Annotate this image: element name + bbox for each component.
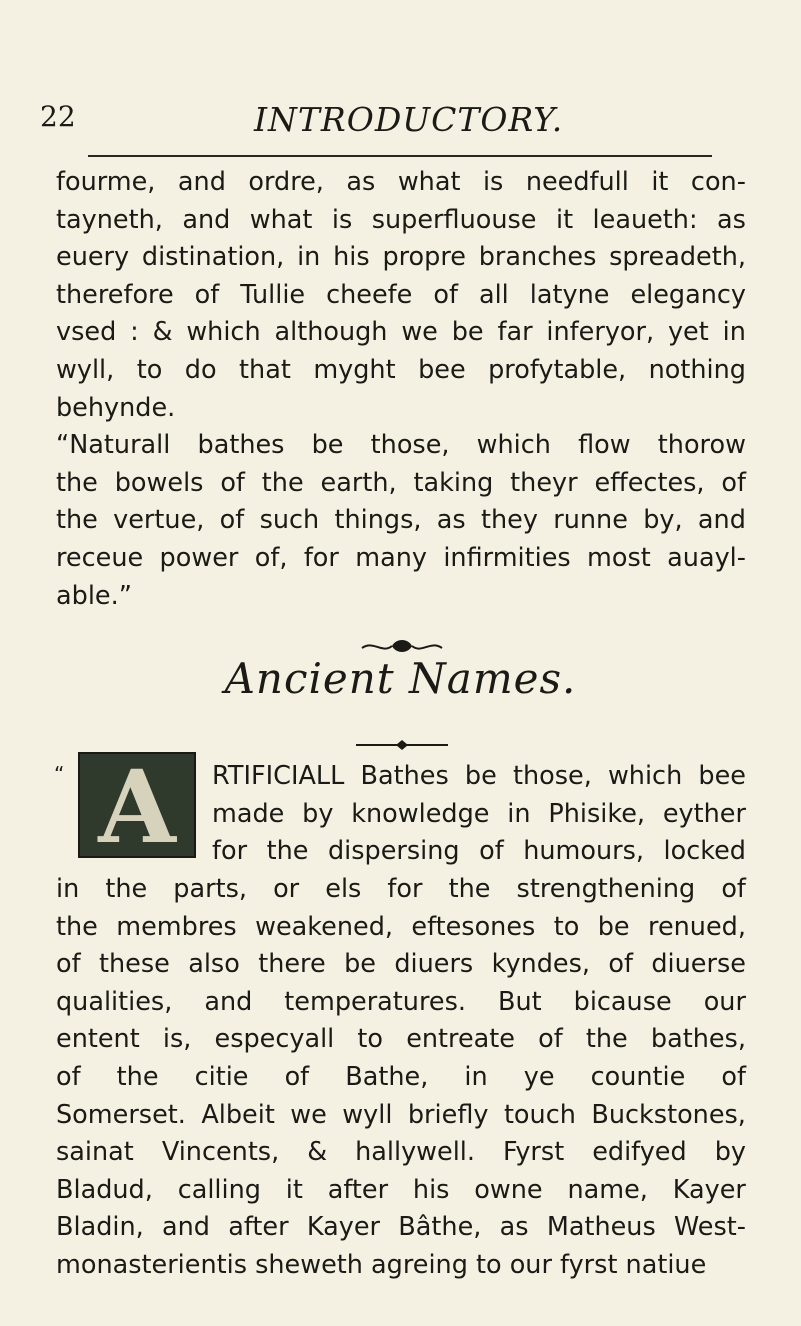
- section-title: Ancient Names.: [224, 654, 577, 703]
- text-line: in the parts, or els for the strengthening of: [56, 874, 746, 904]
- header-rule: [88, 155, 712, 157]
- page-header: [0, 100, 801, 146]
- decorated-initial: [78, 752, 196, 858]
- text-line: of these also there be diuers kyndes, of diuerse: [56, 949, 746, 980]
- text-line: made by knowledge in Phisike, eyther: [212, 798, 746, 829]
- page-number: 22: [40, 100, 76, 133]
- text-line: Somerset. Albeit we wyll briefly touch Buckstones,: [56, 1099, 746, 1130]
- decorated-initial-letter: A: [98, 752, 176, 858]
- text-line: Bladin, and after Kayer Bâthe, as Matheus West-: [56, 1212, 746, 1243]
- text-line: RTIFICIALL Bathes be those, which bee: [212, 761, 746, 791]
- text-line: Bladud, calling it after his owne name, Kayer: [56, 1174, 746, 1205]
- text-line: the bowels of the earth, taking theyr effectes, of: [56, 467, 746, 498]
- text-line: for the dispersing of humours, locked: [212, 836, 746, 867]
- text-line: the vertue, of such things, as they runne by, and: [56, 505, 746, 536]
- text-line: behynde.: [56, 392, 176, 423]
- text-line: of the citie of Bathe, in ye countie of: [56, 1061, 746, 1092]
- paragraph-1: [56, 164, 746, 615]
- paragraph-2: [56, 871, 746, 1285]
- text-line: able.”: [56, 580, 132, 611]
- title-rule: [356, 740, 448, 750]
- text-line: monasterientis sheweth agreing to our fyrst natiue: [56, 1249, 707, 1280]
- text-line: the membres weakened, eftesones to be renued,: [56, 911, 746, 942]
- text-line: qualities, and temperatures. But bicause our: [56, 986, 746, 1017]
- text-line: tayneth, and what is superfluouse it leaueth: as: [56, 204, 746, 235]
- opening-quote: “: [54, 762, 65, 786]
- running-title: INTRODUCTORY.: [254, 100, 564, 139]
- text-line: entent is, especyall to entreate of the bathes,: [56, 1024, 746, 1055]
- paragraph-2-indented: [212, 758, 746, 871]
- text-line: receue power of, for many infirmities most auayl-: [56, 542, 746, 573]
- text-line: “Naturall bathes be those, which flow thorow: [56, 430, 746, 461]
- text-line: vsed : & which although we be far inferyor, yet in: [56, 317, 746, 348]
- text-line: therefore of Tullie cheefe of all latyne elegancy: [56, 279, 746, 310]
- text-line: euery distination, in his propre branches spreadeth,: [56, 242, 746, 273]
- text-line: wyll, to do that myght bee profytable, nothing: [56, 354, 746, 385]
- text-line: sainat Vincents, & hallywell. Fyrst edifyed by: [56, 1137, 746, 1168]
- text-line: fourme, and ordre, as what is needfull it con-: [56, 167, 746, 197]
